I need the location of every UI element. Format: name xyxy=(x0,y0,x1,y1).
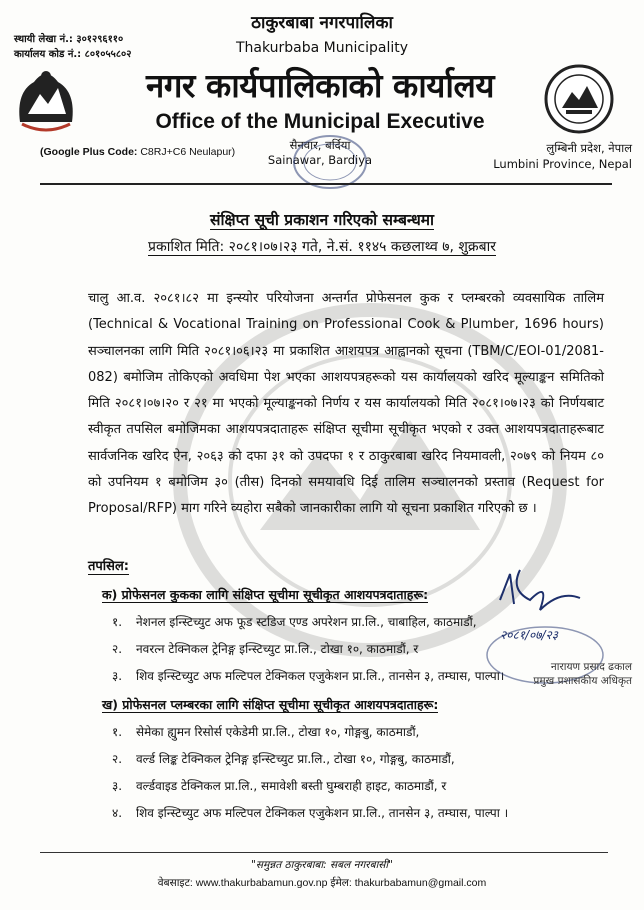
section-cook-heading: क) प्रोफेसनल कुकका लागि संक्षिप्त सूचीमा सूचीकृत आशयपत्रदाताहरू: xyxy=(102,587,429,602)
nepal-emblem-icon xyxy=(14,62,78,138)
notice-subject: संक्षिप्त सूची प्रकाशन गरिएको सम्बन्धमा xyxy=(209,211,435,229)
list-item: २. वर्ल्ड लिङ्क टेक्निकल ट्रेनिङ्ग इन्स्टिच्युट प्रा.लि., टोखा १०, गोङ्गबु, काठमाडौं, xyxy=(112,752,455,766)
list-item: १. सेमेका ह्युमन रिसोर्स एकेडेमी प्रा.लि., टोखा १०, गोङ्गबु, काठमाडौं, xyxy=(112,725,420,739)
reg-number: स्थायी लेखा नं.: ३०१२९६११० xyxy=(14,34,124,45)
tapasil-heading: तपसिल: xyxy=(88,556,129,575)
list-item: ३. शिव इन्स्टिच्युट अफ मल्टिपल टेक्निकल एजुकेशन प्रा.लि., तानसेन ३, तम्घास, पाल्पा। xyxy=(112,669,505,683)
google-plus-code: (Google Plus Code: C8RJ+C6 Neulapur) xyxy=(40,146,236,158)
office-title-np: नगर कार्यपालिकाको कार्यालय xyxy=(146,66,494,105)
office-code: कार्यालय कोड नं.: ८०१०५५८०२ xyxy=(14,49,132,60)
footer-divider xyxy=(40,852,608,853)
signatory-title: प्रमुख प्रशासकीय अधिकृत xyxy=(533,675,632,687)
list-item: ३. वर्ल्डवाइड टेक्निकल प्रा.लि., समावेशी बस्ती घुम्बराही हाइट, काठमाडौं, र xyxy=(112,779,447,793)
list-item: २. नवरत्न टेक्निकल ट्रेनिङ्ग इन्स्टिच्युट प्रा.लि., टोखा १०, काठमाडौं, र xyxy=(112,642,419,656)
footer-contact: वेबसाइट: www.thakurbabamun.gov.np ईमेल: thakurbabamun@gmail.com xyxy=(157,877,487,889)
signature-date: २०८१/०७/२३ xyxy=(500,628,559,642)
municipality-name-np: ठाकुरबाबा नगरपालिका xyxy=(251,13,393,33)
notice-body: चालु आ.व. २०८१।८२ मा इन्स्योर परियोजना अन्तर्गत प्रोफेसनल कुक र प्लम्बरको व्यवसायिक तालिम (Technical & Vocational Training on Professional Cook & Plumber, 1696 hours) सञ्चालनका लागि मिति २०८१।०६।२३ मा प्रकाशित आशयपत्र आह्वानको सूचना (TBM/C/EOI-01/2081-082) बमोजिम तोकिएको अवधिमा पेश भएका आशयपत्रहरूको यस कार्यालयको खरिद मूल्याङ्कन समितिको मिति २०८१।०७।२० र २१ मा भएको मूल्याङ्कनको निर्णय र यस कार्यालयको मिति २०८१।०७।२३ को निर्णयबाट स्वीकृत तपसिल बमोजिमका आशयपत्रदाताहरू संक्षिप्त सूचीमा सूचीकृत भएको र उक्त आशयपत्रदाताहरूबाट सार्वजनिक खरिद ऐन, २०६३ को दफा ३१ को उपदफा १ र ठाकुरबाबा खरिद नियमावली, २०७९ को नियम ८० को उपनियम १ बमोजिम ३० (तीस) दिनको समयावधि दिई तालिम सञ्चालनको प्रस्ताव (Request for Proposal/RFP) माग गरिने व्यहोरा सबैको जानकारीका लागि यो सूचना प्रकाशित गरिएको छ । xyxy=(88,291,604,517)
province xyxy=(462,140,632,172)
signatory-name: नारायण प्रसाद ढकाल xyxy=(550,661,632,673)
municipality-logo-icon xyxy=(544,64,614,134)
address-np: सैनवार, बर्दिया xyxy=(289,138,351,152)
section-plumber-heading: ख) प्रोफेसनल प्लम्बरका लागि संक्षिप्त सूचीमा सूचीकृत आशयपत्रदाताहरू: xyxy=(102,697,439,712)
list-item: ४. शिव इन्स्टिच्युट अफ मल्टिपल टेक्निकल एजुकेशन प्रा.लि., तानसेन ३, तम्घास, पाल्पा । xyxy=(112,806,509,820)
municipality-name-en: Thakurbaba Municipality xyxy=(235,40,408,56)
signatory xyxy=(472,660,632,688)
address-en: Sainawar, Bardiya xyxy=(267,153,373,167)
province-np: लुम्बिनी प्रदेश, नेपाल xyxy=(546,141,632,155)
published-date: प्रकाशित मिति: २०८१।०७।२३ गते, ने.सं. ११४५ कछलाथ्व ७, शुक्रबार xyxy=(147,239,497,255)
province-en: Lumbini Province, Nepal xyxy=(493,157,632,171)
list-item: १. नेशनल इन्स्टिच्युट अफ फूड स्टडिज एण्ड अपरेशन प्रा.लि., चाबाहिल, काठमाडौं, xyxy=(112,615,477,629)
office-title-en: Office of the Municipal Executive xyxy=(155,110,485,133)
header-divider xyxy=(40,183,612,185)
footer-motto: "समुन्नत ठाकुरबाबा: सबल नगरबासी" xyxy=(251,859,393,871)
